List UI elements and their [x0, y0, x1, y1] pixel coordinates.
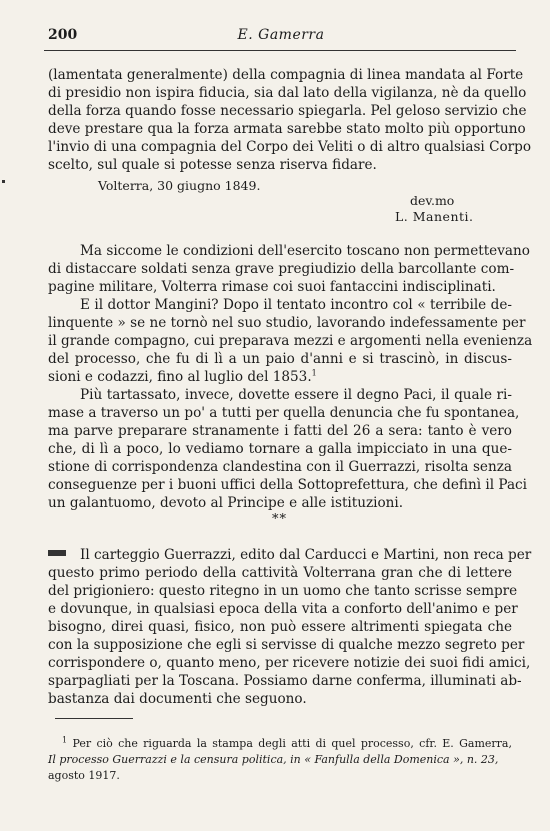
text-line	[48, 368, 512, 386]
text-line: di distaccare soldati senza grave pregiudizio della barcollante com-	[48, 261, 515, 277]
running-head: E. Gamerra	[237, 27, 325, 43]
text-line: E il dottor Mangini? Dopo il tentato incontro col « terribile de-	[80, 297, 512, 313]
footnote-text: Per ciò che riguarda la stampa degli atti di quel processo, cfr. E. Gamerra,	[72, 737, 512, 750]
text-line: bastanza dai documenti che seguono.	[48, 691, 307, 707]
scan-speck	[2, 180, 5, 183]
text-line: che, di lì a poco, lo vediamo tornare a galla impicciato in una que-	[48, 441, 512, 457]
header-rule	[44, 50, 516, 51]
text-line: corrispondere o, quanto meno, per ricevere notizie dei suoi fidi amici,	[48, 655, 531, 671]
footnote-marker: 1	[62, 735, 68, 745]
text-line: del prigioniero: questo ritegno in un uomo che tanto scrisse sempre	[48, 583, 518, 599]
text-line: Più tartassato, invece, dovette essere il degno Paci, il quale ri-	[80, 387, 512, 403]
text-line: e dovunque, in qualsiasi epoca della vita a conforto dell'animo e per	[48, 601, 518, 617]
text-line: il grande compagno, cui preparava mezzi e argomenti nella evenienza	[48, 333, 533, 349]
text-line: l'invio di una compagnia del Corpo dei Veliti o di altro qualsiasi Corpo	[48, 139, 532, 155]
text-line: mase a traverso un po' a tutti per quella denuncia che fu spontanea,	[48, 405, 520, 421]
text-line: stione di corrispondenza clandestina con il Guerrazzi, risolta senza	[48, 459, 512, 475]
text-line: un galantuomo, devoto al Principe e alle istituzioni.	[48, 495, 404, 511]
text-line: conseguenze per i buoni uffici della Sottoprefettura, che definì il Paci	[48, 477, 528, 493]
footnote-ref: 1	[311, 368, 317, 378]
signature-title: dev.mo	[410, 193, 455, 208]
letter-date: Volterra, 30 giugno 1849.	[98, 178, 261, 193]
text-line: sparpagliati per la Toscana. Possiamo darne conferma, illuminati ab-	[48, 673, 522, 689]
text-line: Ma siccome le condizioni dell'esercito toscano non permettevano	[80, 243, 530, 259]
text-line: Il carteggio Guerrazzi, edito dal Carducci e Martini, non reca per	[80, 547, 532, 563]
text-line: scelto, sul quale si potesse senza riserva fidare.	[48, 157, 377, 173]
page-number: 200	[48, 27, 78, 43]
footnote-line	[62, 736, 512, 752]
text-line: linquente » se ne tornò nel suo studio, lavorando indefessamente per	[48, 315, 526, 331]
text-line: deve prestare qua la forza armata sarebbe stato molto più opportuno	[48, 121, 526, 137]
text-line: con la supposizione che egli si servisse di qualche mezzo segreto per	[48, 637, 525, 653]
text-line: pagine militare, Volterra rimase coi suoi fantaccini indisciplinati.	[48, 279, 496, 295]
signature-name: L. Manenti.	[395, 209, 474, 224]
scan-speck	[48, 550, 66, 556]
page-header	[48, 27, 514, 49]
text-line: ma parve preparare stranamente i fatti del 26 a sera: tanto è vero	[48, 423, 512, 439]
text-line: (lamentata generalmente) della compagnia di linea mandata al Forte	[48, 67, 524, 83]
text-line: della forza quando fosse necessario spiegarla. Pel geloso servizio che	[48, 103, 527, 119]
footnote-line: Il processo Guerrazzi e la censura politica, in « Fanfulla della Domenica », n. 23,	[48, 753, 499, 766]
text-line: bisogno, direi quasi, fisico, non può essere altrimenti spiegata che	[48, 619, 512, 635]
text-segment: sioni e codazzi, fino al luglio del 1853.	[48, 369, 312, 385]
text-line: del processo, che fu di lì a un paio d'anni e si trascinò, in discus-	[48, 351, 512, 367]
section-asterism: **	[272, 512, 287, 527]
text-line: questo primo periodo della cattività Volterrana gran che di lettere	[48, 565, 512, 581]
footnote-line: agosto 1917.	[48, 769, 120, 782]
text-line: di presidio non ispira fiducia, sia dal lato della vigilanza, nè da quello	[48, 85, 527, 101]
footnote-rule	[55, 718, 133, 719]
